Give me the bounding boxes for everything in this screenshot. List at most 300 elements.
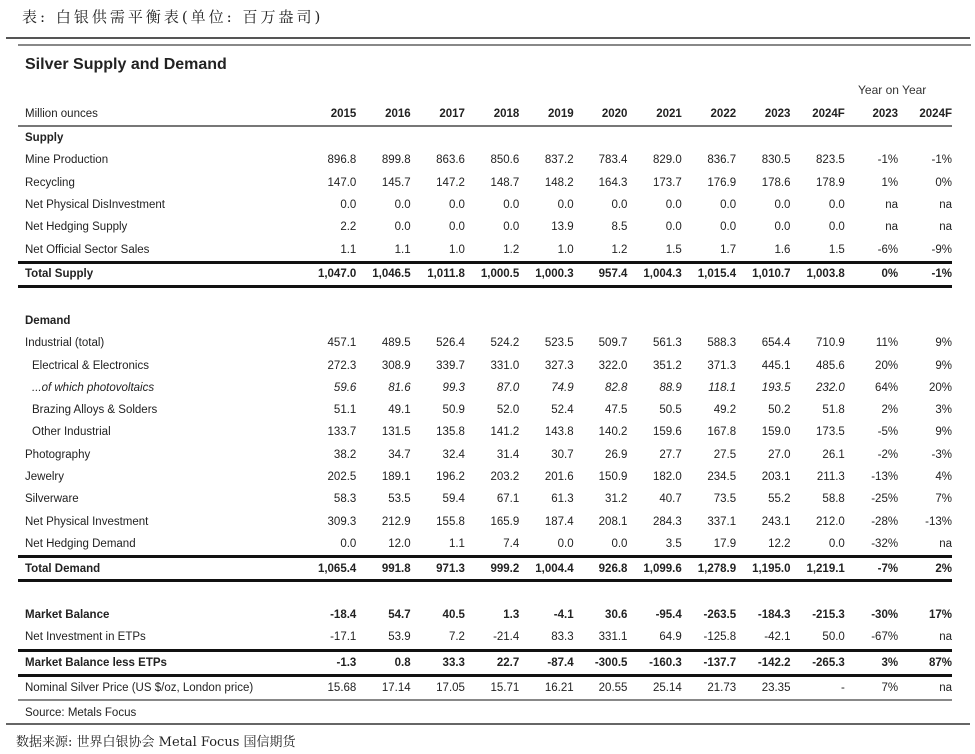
value-cell: 0.0: [394, 221, 411, 234]
value-cell: 654.4: [761, 337, 791, 350]
value-cell: 99.3: [442, 381, 465, 394]
value-cell: 182.0: [653, 471, 682, 483]
spacer: [18, 581, 952, 605]
value-cell: -300.5: [574, 650, 628, 675]
value-cell: 0.0: [340, 537, 357, 550]
value-cell: 445.1: [761, 359, 791, 372]
value-cell: 371.3: [707, 359, 737, 372]
value-cell: 47.5: [605, 404, 628, 417]
table-title: Silver Supply and Demand: [25, 56, 227, 73]
value-cell: 1.7: [720, 243, 737, 256]
year-header: 2017: [411, 103, 465, 126]
demand-row: [18, 488, 952, 510]
yoy-cell: -5%: [877, 426, 899, 439]
value-cell: 22.7: [465, 650, 519, 675]
value-cell: 13.9: [551, 221, 574, 234]
value-cell: 0.0: [340, 199, 357, 212]
value-cell: 208.1: [598, 515, 628, 528]
yoy-cell: 64%: [875, 381, 899, 394]
value-cell: 309.3: [327, 515, 357, 528]
supply-row: [18, 194, 952, 216]
value-cell: 588.3: [707, 337, 737, 350]
value-cell: 38.2: [333, 448, 357, 461]
value-cell: 87.0: [496, 381, 520, 394]
supply-demand-table: [18, 103, 952, 725]
value-cell: 1.0: [557, 243, 574, 256]
value-cell: 0.0: [611, 537, 628, 550]
value-cell: 0.0: [828, 537, 845, 550]
value-cell: 58.8: [822, 493, 845, 506]
yoy-cell: na: [939, 537, 952, 550]
yoy-cell: 2%: [881, 404, 899, 417]
value-cell: 178.9: [816, 176, 845, 189]
value-cell: 0.0: [665, 199, 682, 212]
supply-row: [18, 149, 952, 171]
value-cell: 67.1: [496, 493, 520, 506]
value-cell: 339.7: [436, 359, 465, 372]
yoy-cell: -1%: [877, 154, 899, 167]
value-cell: 159.6: [653, 426, 682, 439]
yoy-cell: -3%: [931, 448, 952, 461]
value-cell: 524.2: [490, 337, 520, 350]
value-cell: 489.5: [381, 337, 411, 350]
value-cell: 331.1: [598, 631, 628, 644]
value-cell: 1.3: [503, 609, 520, 622]
year-header: 2021: [627, 103, 681, 126]
value-cell: -21.4: [493, 631, 520, 644]
value-cell: 0.0: [503, 199, 520, 212]
value-cell: 234.5: [707, 471, 737, 483]
value-cell: 55.2: [768, 493, 791, 506]
value-cell: -87.4: [519, 650, 573, 675]
yoy-cell: na: [939, 199, 952, 212]
value-cell: 64.9: [659, 631, 682, 644]
value-cell: 135.8: [436, 426, 465, 439]
value-cell: 59.6: [333, 381, 357, 394]
value-cell: 159.0: [761, 426, 791, 439]
value-cell: 331.0: [490, 359, 520, 372]
row-label: Industrial (total): [25, 337, 105, 350]
table-source: Source: Metals Focus: [25, 707, 137, 720]
year-header: 2024F: [790, 103, 844, 126]
demand-row: [18, 421, 952, 443]
value-cell: 243.1: [761, 515, 791, 528]
value-cell: 1.5: [665, 243, 682, 256]
value-cell: 82.8: [605, 381, 628, 394]
yoy-cell: -1%: [931, 154, 952, 167]
value-cell: 23.35: [736, 675, 790, 700]
value-cell: 0.0: [394, 199, 411, 212]
value-cell: 193.5: [761, 381, 791, 394]
value-cell: 148.2: [544, 176, 574, 189]
value-cell: 59.4: [442, 493, 465, 506]
value-cell: 50.0: [822, 631, 845, 644]
top-divider: [6, 37, 970, 39]
value-cell: 52.4: [551, 404, 574, 417]
value-cell: 143.8: [544, 426, 574, 439]
value-cell: 196.2: [436, 471, 465, 483]
value-cell: -4.1: [553, 609, 574, 622]
spacer: [18, 286, 952, 310]
value-cell: 1,011.8: [411, 262, 465, 286]
source-row: [18, 700, 952, 725]
value-cell: 31.2: [605, 493, 628, 506]
yoy-cell: 3%: [935, 404, 952, 417]
value-cell: 850.6: [490, 154, 520, 167]
yoy-cell: -67%: [871, 631, 899, 644]
yoy-cell: -13%: [925, 515, 952, 528]
value-cell: 1,010.7: [736, 262, 790, 286]
value-cell: 0.0: [720, 221, 737, 234]
value-cell: -137.7: [682, 650, 736, 675]
row-label: Total Supply: [18, 262, 302, 286]
value-cell: 49.1: [388, 404, 411, 417]
yoy-cell: 20%: [928, 381, 952, 394]
value-cell: 308.9: [381, 359, 411, 372]
figure-caption: 表: 白银供需平衡表(单位: 百万盎司): [22, 8, 324, 26]
value-cell: 187.4: [544, 515, 574, 528]
yoy-cell: na: [885, 199, 899, 212]
yoy-group-label: Year on Year: [858, 83, 927, 97]
value-cell: 0.0: [557, 199, 574, 212]
value-cell: 51.8: [822, 404, 845, 417]
value-cell: 25.14: [627, 675, 681, 700]
row-label: Mine Production: [25, 154, 109, 167]
row-label: Net Physical DisInvestment: [25, 199, 165, 212]
value-cell: 509.7: [598, 337, 628, 350]
value-cell: 351.2: [653, 359, 682, 372]
yoy-cell: 1%: [881, 176, 899, 189]
net-investment-etps-row: [18, 626, 952, 650]
yoy-header: 2024F: [898, 103, 952, 126]
row-label: Net Hedging Demand: [25, 537, 136, 550]
demand-row: [18, 533, 952, 557]
value-cell: 1,015.4: [682, 262, 736, 286]
value-cell: -95.4: [655, 609, 682, 622]
value-cell: 212.0: [816, 515, 845, 528]
value-cell: 31.4: [496, 448, 520, 461]
value-cell: 837.2: [544, 154, 574, 167]
year-header: 2020: [574, 103, 628, 126]
section-heading: Demand: [25, 314, 71, 327]
value-cell: 957.4: [574, 262, 628, 286]
year-header: 2018: [465, 103, 519, 126]
value-cell: 53.5: [388, 493, 411, 506]
yoy-cell: 0%: [845, 262, 898, 286]
value-cell: 26.1: [822, 448, 845, 461]
value-cell: -125.8: [703, 631, 737, 644]
value-cell: 830.5: [761, 154, 791, 167]
value-cell: -142.2: [736, 650, 790, 675]
value-cell: 164.3: [598, 176, 628, 189]
row-label: Net Investment in ETPs: [25, 631, 146, 644]
value-cell: 327.3: [544, 359, 574, 372]
value-cell: -184.3: [757, 609, 791, 622]
yoy-cell: -13%: [871, 471, 899, 483]
yoy-cell: 4%: [935, 471, 952, 483]
yoy-cell: 9%: [935, 359, 952, 372]
value-cell: 1.5: [828, 243, 845, 256]
value-cell: 829.0: [653, 154, 682, 167]
value-cell: -263.5: [703, 609, 737, 622]
value-cell: 50.9: [442, 404, 465, 417]
value-cell: 61.3: [551, 493, 574, 506]
demand-row: [18, 332, 952, 354]
value-cell: 211.3: [816, 471, 845, 483]
value-cell: 2.2: [340, 221, 357, 234]
year-header: 2019: [519, 103, 573, 126]
value-cell: -42.1: [764, 631, 791, 644]
value-cell: 167.8: [707, 426, 737, 439]
value-cell: 201.6: [544, 471, 574, 483]
value-cell: 147.2: [436, 176, 465, 189]
value-cell: 51.1: [333, 404, 357, 417]
value-cell: 17.9: [713, 537, 737, 550]
value-cell: -: [790, 675, 844, 700]
value-cell: 561.3: [653, 337, 682, 350]
value-cell: 0.0: [828, 199, 845, 212]
row-label: Net Official Sector Sales: [25, 243, 150, 256]
market-balance-row: [18, 604, 952, 626]
yoy-cell: -25%: [871, 493, 899, 506]
value-cell: 0.0: [503, 221, 520, 234]
value-cell: 15.68: [302, 675, 356, 700]
value-cell: 991.8: [356, 557, 410, 581]
value-cell: 16.21: [519, 675, 573, 700]
value-cell: 15.71: [465, 675, 519, 700]
section-heading: Supply: [25, 132, 64, 145]
value-cell: 12.2: [768, 537, 791, 550]
value-cell: 232.0: [816, 381, 845, 394]
value-cell: 1.2: [611, 243, 628, 256]
header-row: [18, 103, 952, 126]
row-label: Net Hedging Supply: [25, 221, 128, 234]
value-cell: 1.6: [774, 243, 791, 256]
yoy-cell: 17%: [928, 609, 952, 622]
value-cell: -215.3: [812, 609, 845, 622]
demand-row: [18, 377, 952, 399]
demand-heading-row: [18, 310, 952, 332]
value-cell: 50.2: [768, 404, 791, 417]
supply-row: [18, 216, 952, 238]
row-label: Photography: [25, 448, 91, 461]
total-demand-row: [18, 557, 952, 581]
value-cell: 12.0: [388, 537, 411, 550]
value-cell: 0.0: [611, 199, 628, 212]
year-header: 2022: [682, 103, 736, 126]
yoy-cell: -30%: [871, 609, 899, 622]
value-cell: 131.5: [381, 426, 411, 439]
value-cell: 896.8: [327, 154, 357, 167]
value-cell: 34.7: [388, 448, 411, 461]
value-cell: 58.3: [333, 493, 357, 506]
value-cell: 141.2: [490, 426, 520, 439]
row-label: Silverware: [25, 493, 79, 506]
value-cell: 8.5: [611, 221, 628, 234]
value-cell: 0.8: [356, 650, 410, 675]
value-cell: 176.9: [707, 176, 737, 189]
value-cell: 32.4: [442, 448, 465, 461]
value-cell: 88.9: [659, 381, 682, 394]
value-cell: 971.3: [411, 557, 465, 581]
value-cell: -265.3: [790, 650, 844, 675]
value-cell: 17.05: [411, 675, 465, 700]
demand-row: [18, 510, 952, 532]
value-cell: 0.0: [828, 221, 845, 234]
value-cell: -160.3: [627, 650, 681, 675]
value-cell: 0.0: [720, 199, 737, 212]
row-label: Other Industrial: [32, 426, 111, 439]
value-cell: 710.9: [816, 337, 845, 350]
yoy-cell: na: [885, 221, 899, 234]
year-header: 2015: [302, 103, 356, 126]
value-cell: 1,000.5: [465, 262, 519, 286]
value-cell: 836.7: [707, 154, 737, 167]
value-cell: 7.4: [503, 537, 520, 550]
yoy-cell: 0%: [935, 176, 952, 189]
yoy-cell: -2%: [877, 448, 899, 461]
row-label: ...of which photovoltaics: [32, 381, 155, 394]
value-cell: 83.3: [551, 631, 574, 644]
yoy-cell: 20%: [875, 359, 899, 372]
value-cell: 203.2: [490, 471, 520, 483]
value-cell: 523.5: [544, 337, 574, 350]
value-cell: 0.0: [557, 537, 574, 550]
value-cell: 20.55: [574, 675, 628, 700]
value-cell: 118.1: [708, 381, 737, 394]
value-cell: 1,000.3: [519, 262, 573, 286]
yoy-cell: na: [939, 631, 952, 644]
value-cell: 50.5: [659, 404, 682, 417]
value-cell: 30.7: [551, 448, 574, 461]
value-cell: 49.2: [713, 404, 737, 417]
year-header: 2016: [356, 103, 410, 126]
yoy-cell: 9%: [935, 426, 952, 439]
value-cell: 81.6: [388, 381, 411, 394]
value-cell: 133.7: [327, 426, 357, 439]
yoy-cell: -28%: [871, 515, 899, 528]
unit-label: Million ounces: [18, 103, 302, 126]
value-cell: 54.7: [388, 609, 411, 622]
value-cell: 173.7: [653, 176, 682, 189]
yoy-cell: 9%: [935, 337, 952, 350]
row-label: Total Demand: [18, 557, 302, 581]
value-cell: 40.5: [442, 609, 465, 622]
value-cell: 1,046.5: [356, 262, 410, 286]
value-cell: 202.5: [327, 471, 357, 483]
value-cell: -1.3: [302, 650, 356, 675]
value-cell: 284.3: [653, 515, 682, 528]
row-label: Brazing Alloys & Solders: [32, 404, 158, 417]
value-cell: 40.7: [659, 493, 682, 506]
value-cell: 150.9: [598, 471, 628, 483]
demand-row: [18, 354, 952, 376]
supply-row: [18, 238, 952, 262]
yoy-cell: 7%: [845, 675, 898, 700]
value-cell: 27.0: [768, 448, 791, 461]
yoy-cell: na: [898, 675, 952, 700]
bottom-divider: [6, 723, 970, 725]
value-cell: 52.0: [496, 404, 520, 417]
value-cell: 1,065.4: [302, 557, 356, 581]
yoy-cell: na: [939, 221, 952, 234]
value-cell: 203.1: [761, 471, 791, 483]
value-cell: 212.9: [381, 515, 411, 528]
value-cell: 0.0: [774, 221, 791, 234]
value-cell: 53.9: [388, 631, 411, 644]
value-cell: 1.1: [340, 243, 357, 256]
value-cell: 526.4: [436, 337, 465, 350]
year-header: 2023: [736, 103, 790, 126]
value-cell: 165.9: [490, 515, 520, 528]
value-cell: 0.0: [448, 199, 465, 212]
value-cell: 148.7: [490, 176, 520, 189]
yoy-cell: -1%: [898, 262, 952, 286]
value-cell: 140.2: [598, 426, 628, 439]
value-cell: 899.8: [381, 154, 411, 167]
value-cell: 1,004.3: [627, 262, 681, 286]
yoy-cell: -6%: [877, 243, 899, 256]
spacer-row: [18, 286, 952, 310]
value-cell: 155.8: [436, 515, 465, 528]
row-label: Market Balance: [25, 609, 110, 622]
row-label: Electrical & Electronics: [32, 359, 149, 372]
data-source-note: 数据来源: 世界白银协会 Metal Focus 国信期货: [16, 735, 296, 750]
value-cell: 999.2: [465, 557, 519, 581]
yoy-cell: 2%: [898, 557, 952, 581]
yoy-cell: 87%: [898, 650, 952, 675]
value-cell: 1.2: [503, 243, 520, 256]
yoy-cell: -9%: [931, 243, 952, 256]
value-cell: 0.0: [448, 221, 465, 234]
value-cell: 1.1: [394, 243, 411, 256]
value-cell: 485.6: [816, 359, 845, 372]
value-cell: 33.3: [411, 650, 465, 675]
value-cell: 145.7: [381, 176, 411, 189]
demand-row: [18, 399, 952, 421]
supply-heading-row: [18, 126, 952, 149]
value-cell: 7.2: [448, 631, 465, 644]
value-cell: 30.6: [605, 609, 628, 622]
value-cell: 17.14: [356, 675, 410, 700]
silver-table-panel: [18, 44, 971, 720]
demand-row: [18, 444, 952, 466]
row-label: Jewelry: [25, 471, 64, 483]
value-cell: 178.6: [761, 176, 791, 189]
value-cell: 783.4: [598, 154, 628, 167]
yoy-cell: 7%: [935, 493, 952, 506]
yoy-cell: 3%: [845, 650, 898, 675]
value-cell: 27.5: [713, 448, 737, 461]
value-cell: 147.0: [327, 176, 357, 189]
value-cell: 863.6: [436, 154, 465, 167]
value-cell: 26.9: [605, 448, 628, 461]
value-cell: 27.7: [659, 448, 682, 461]
value-cell: 926.8: [574, 557, 628, 581]
yoy-header: 2023: [845, 103, 898, 126]
yoy-cell: -32%: [871, 537, 899, 550]
value-cell: 1,099.6: [627, 557, 681, 581]
value-cell: 74.9: [551, 381, 574, 394]
value-cell: 337.1: [707, 515, 737, 528]
value-cell: 1.1: [448, 537, 465, 550]
row-label: Market Balance less ETPs: [18, 650, 302, 675]
value-cell: 0.0: [665, 221, 682, 234]
value-cell: 322.0: [598, 359, 628, 372]
value-cell: 1,219.1: [790, 557, 844, 581]
value-cell: 3.5: [665, 537, 682, 550]
value-cell: 173.5: [816, 426, 845, 439]
